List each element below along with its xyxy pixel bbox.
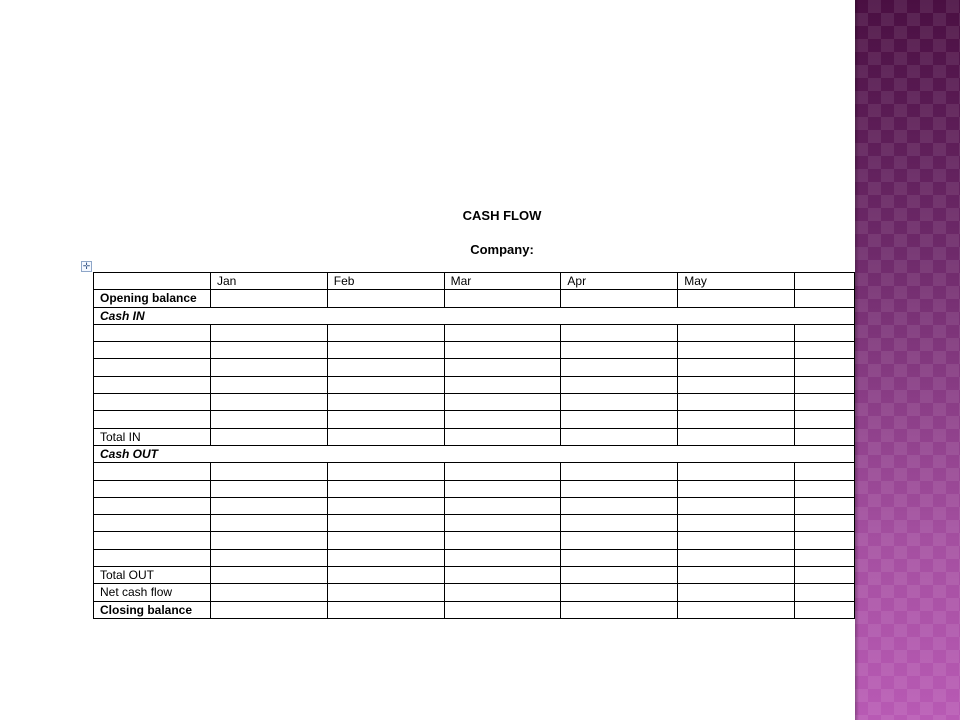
table-cell[interactable] bbox=[210, 376, 327, 393]
table-cell[interactable] bbox=[94, 359, 211, 376]
table-cell[interactable] bbox=[327, 324, 444, 341]
table-cell[interactable] bbox=[327, 601, 444, 618]
table-cell[interactable] bbox=[678, 290, 795, 307]
table-row bbox=[94, 567, 855, 584]
table-cell[interactable] bbox=[561, 290, 678, 307]
table-cell[interactable] bbox=[210, 428, 327, 445]
header-corner-cell[interactable] bbox=[94, 273, 211, 290]
table-cell[interactable] bbox=[210, 532, 327, 549]
table-cell[interactable] bbox=[678, 515, 795, 532]
table-cell[interactable] bbox=[678, 567, 795, 584]
table-cell[interactable] bbox=[795, 463, 855, 480]
table-cell[interactable] bbox=[444, 463, 561, 480]
decorative-side-panel bbox=[855, 0, 960, 720]
table-cell[interactable] bbox=[444, 359, 561, 376]
table-row bbox=[94, 480, 855, 497]
column-header[interactable]: Apr bbox=[561, 273, 678, 290]
table-cell[interactable] bbox=[94, 549, 211, 566]
table-row bbox=[94, 515, 855, 532]
row-label[interactable]: Opening balance bbox=[94, 290, 211, 307]
panel-edge-shadow bbox=[855, 0, 859, 720]
cash-flow-table bbox=[93, 272, 855, 619]
table-row bbox=[94, 497, 855, 514]
table-cell[interactable] bbox=[210, 463, 327, 480]
table-cell[interactable] bbox=[210, 359, 327, 376]
table-cell[interactable] bbox=[678, 497, 795, 514]
table-cell[interactable] bbox=[795, 428, 855, 445]
table-cell[interactable] bbox=[444, 549, 561, 566]
table-cell[interactable] bbox=[795, 584, 855, 601]
table-cell[interactable] bbox=[94, 342, 211, 359]
column-header[interactable] bbox=[795, 273, 855, 290]
table-cell[interactable] bbox=[678, 480, 795, 497]
row-label[interactable]: Cash OUT bbox=[94, 445, 855, 462]
table-cell[interactable] bbox=[327, 463, 444, 480]
table-cell[interactable] bbox=[327, 411, 444, 428]
table-cell[interactable] bbox=[678, 376, 795, 393]
table-cell[interactable] bbox=[327, 394, 444, 411]
table-cell[interactable] bbox=[678, 359, 795, 376]
table-cell[interactable] bbox=[327, 376, 444, 393]
table-row bbox=[94, 290, 855, 307]
table-cell[interactable] bbox=[94, 515, 211, 532]
table-cell[interactable] bbox=[678, 324, 795, 341]
table-row bbox=[94, 411, 855, 428]
column-header[interactable]: May bbox=[678, 273, 795, 290]
table-cell[interactable] bbox=[327, 428, 444, 445]
table-cell[interactable] bbox=[210, 290, 327, 307]
header-row bbox=[94, 273, 855, 290]
table-cell[interactable] bbox=[795, 342, 855, 359]
table-cell[interactable] bbox=[561, 411, 678, 428]
table-cell[interactable] bbox=[327, 584, 444, 601]
table-cell[interactable] bbox=[678, 428, 795, 445]
table-cell[interactable] bbox=[327, 515, 444, 532]
row-label[interactable]: Total IN bbox=[94, 428, 211, 445]
table-cell[interactable] bbox=[678, 342, 795, 359]
row-label[interactable]: Total OUT bbox=[94, 567, 211, 584]
table-cell[interactable] bbox=[327, 480, 444, 497]
table-cell[interactable] bbox=[444, 411, 561, 428]
document-title: CASH FLOW bbox=[462, 208, 542, 223]
table-row bbox=[94, 584, 855, 601]
table-cell[interactable] bbox=[444, 480, 561, 497]
table-cell[interactable] bbox=[561, 497, 678, 514]
table-row bbox=[94, 359, 855, 376]
table-cell[interactable] bbox=[795, 532, 855, 549]
table-row bbox=[94, 463, 855, 480]
table-row bbox=[94, 445, 855, 462]
table-cell[interactable] bbox=[678, 532, 795, 549]
column-header[interactable]: Mar bbox=[444, 273, 561, 290]
table-cell[interactable] bbox=[444, 290, 561, 307]
table-cell[interactable] bbox=[210, 324, 327, 341]
table-cell[interactable] bbox=[561, 480, 678, 497]
table-cell[interactable] bbox=[210, 584, 327, 601]
table-cell[interactable] bbox=[795, 394, 855, 411]
table-cell[interactable] bbox=[94, 394, 211, 411]
table-cell[interactable] bbox=[444, 428, 561, 445]
table-row bbox=[94, 324, 855, 341]
table-row bbox=[94, 394, 855, 411]
table-cell[interactable] bbox=[94, 463, 211, 480]
table-cell[interactable] bbox=[210, 515, 327, 532]
table-cell[interactable] bbox=[444, 584, 561, 601]
table-row bbox=[94, 601, 855, 618]
table-cell[interactable] bbox=[795, 359, 855, 376]
table-cell[interactable] bbox=[327, 359, 444, 376]
table-row bbox=[94, 376, 855, 393]
table-cell[interactable] bbox=[561, 601, 678, 618]
table-cell[interactable] bbox=[210, 342, 327, 359]
table-cell[interactable] bbox=[678, 463, 795, 480]
table-cell[interactable] bbox=[327, 532, 444, 549]
table-cell[interactable] bbox=[561, 515, 678, 532]
table-cell[interactable] bbox=[94, 376, 211, 393]
table-cell[interactable] bbox=[795, 567, 855, 584]
table-cell[interactable] bbox=[795, 480, 855, 497]
table-cell[interactable] bbox=[795, 601, 855, 618]
table-cell[interactable] bbox=[327, 497, 444, 514]
table-cell[interactable] bbox=[561, 567, 678, 584]
table-row bbox=[94, 549, 855, 566]
table-cell[interactable] bbox=[210, 394, 327, 411]
table-cell[interactable] bbox=[94, 480, 211, 497]
table-cell[interactable] bbox=[327, 342, 444, 359]
table-cell[interactable] bbox=[795, 376, 855, 393]
table-cell[interactable] bbox=[444, 567, 561, 584]
table-cell[interactable] bbox=[561, 376, 678, 393]
table-cell[interactable] bbox=[561, 359, 678, 376]
table-cell[interactable] bbox=[210, 497, 327, 514]
table-cell[interactable] bbox=[94, 497, 211, 514]
table-cell[interactable] bbox=[795, 497, 855, 514]
table-row bbox=[94, 307, 855, 324]
table-cell[interactable] bbox=[327, 567, 444, 584]
table-cell[interactable] bbox=[444, 324, 561, 341]
table-cell[interactable] bbox=[444, 342, 561, 359]
table-cell[interactable] bbox=[444, 515, 561, 532]
company-label: Company: bbox=[470, 242, 534, 257]
table-cell[interactable] bbox=[795, 411, 855, 428]
table-cell[interactable] bbox=[795, 515, 855, 532]
table-cell[interactable] bbox=[210, 549, 327, 566]
table-cell[interactable] bbox=[210, 411, 327, 428]
table-row bbox=[94, 342, 855, 359]
table-cell[interactable] bbox=[94, 532, 211, 549]
table-cell[interactable] bbox=[678, 394, 795, 411]
table-cell[interactable] bbox=[94, 324, 211, 341]
table-cell[interactable] bbox=[678, 411, 795, 428]
table-row bbox=[94, 532, 855, 549]
row-label[interactable]: Closing balance bbox=[94, 601, 211, 618]
table-row bbox=[94, 428, 855, 445]
move-handle-icon[interactable]: ✛ bbox=[82, 261, 91, 271]
table-cell[interactable] bbox=[561, 532, 678, 549]
table-cell[interactable] bbox=[795, 324, 855, 341]
table-cell[interactable] bbox=[327, 290, 444, 307]
table-cell[interactable] bbox=[561, 549, 678, 566]
table-cell[interactable] bbox=[444, 532, 561, 549]
table-cell[interactable] bbox=[561, 428, 678, 445]
table-cell[interactable] bbox=[444, 601, 561, 618]
table-cell[interactable] bbox=[678, 601, 795, 618]
table-cell[interactable] bbox=[327, 549, 444, 566]
table-cell[interactable] bbox=[561, 584, 678, 601]
row-label[interactable]: Cash IN bbox=[94, 307, 855, 324]
table-cell[interactable] bbox=[210, 480, 327, 497]
table-cell[interactable] bbox=[444, 376, 561, 393]
table-cell[interactable] bbox=[678, 584, 795, 601]
table-cell[interactable] bbox=[678, 549, 795, 566]
table-cell[interactable] bbox=[210, 601, 327, 618]
table-cell[interactable] bbox=[444, 497, 561, 514]
table-cell[interactable] bbox=[94, 411, 211, 428]
table-cell[interactable] bbox=[444, 394, 561, 411]
column-header[interactable]: Feb bbox=[327, 273, 444, 290]
table-cell[interactable] bbox=[561, 394, 678, 411]
table-cell[interactable] bbox=[795, 290, 855, 307]
table-cell[interactable] bbox=[795, 549, 855, 566]
table-cell[interactable] bbox=[561, 463, 678, 480]
table-cell[interactable] bbox=[561, 342, 678, 359]
column-header[interactable]: Jan bbox=[210, 273, 327, 290]
table-cell[interactable] bbox=[210, 567, 327, 584]
table-cell[interactable] bbox=[561, 324, 678, 341]
row-label[interactable]: Net cash flow bbox=[94, 584, 211, 601]
